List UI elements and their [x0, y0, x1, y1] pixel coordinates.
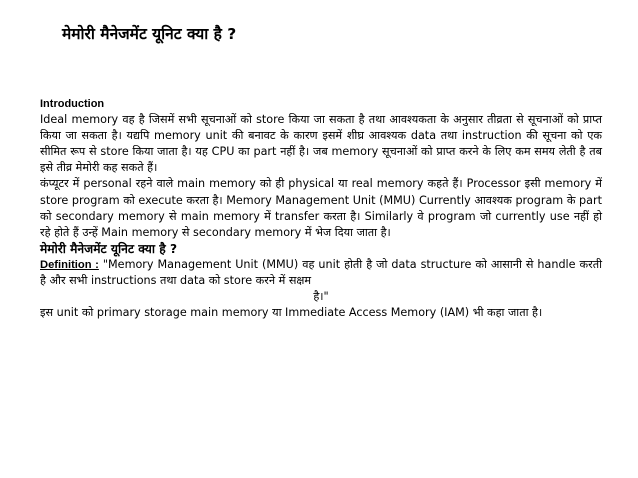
- page-title: मेमोरी मैनेजमेंट यूनिट क्या है ?: [62, 25, 237, 43]
- slide-content: [40, 96, 602, 321]
- paragraph-main-memory: कंप्यूटर में personal रहने वाले main memory को ही physical या real memory कहते हैं। Processor इसी memory में store program को execute करता है। Memory Management Unit (MMU) Currently आवश्यक program के part को secondary memory से main memory में transfer करता है। Similarly वे program जो currently use नहीं हो रहे होते हैं उन्हें Main memory से secondary memory में भेज दिया जाता है।: [40, 177, 602, 239]
- introduction-heading: Introduction: [40, 98, 105, 110]
- paragraph-ideal-memory: Ideal memory वह है जिसमें सभी सूचनाओं को store किया जा सकता है तथा आवश्यकता के अनुसार तीव्रता से सूचनाओं को प्राप्त किया जा सकता है। यद्यपि memory unit की बनावट के कारण इसमें शीघ्र आवश्यक data तथा instruction की सूचना को एक सीमित रूप से store किया जाता है। यह CPU का part नहीं है। जब memory सूचनाओं को प्राप्त करने के लिए कम समय लेती है तब इसे तीव्र मेमोरी कह सकते हैं।: [40, 113, 602, 175]
- paragraph-iam: इस unit को primary storage main memory या Immediate Access Memory (IAM) भी कहा जाता है।: [40, 306, 543, 320]
- mmu-subheading: मेमोरी मैनेजमेंट यूनिट क्या है ?: [40, 241, 178, 256]
- definition-label: Definition :: [40, 258, 99, 271]
- definition-text: "Memory Management Unit (MMU) वह unit होती है जो data structure को आसानी से handle करती है और सभी instructions तथा data को store करने में सक्षम: [40, 257, 602, 288]
- definition-block: [40, 257, 602, 305]
- definition-tail: है।": [313, 290, 329, 304]
